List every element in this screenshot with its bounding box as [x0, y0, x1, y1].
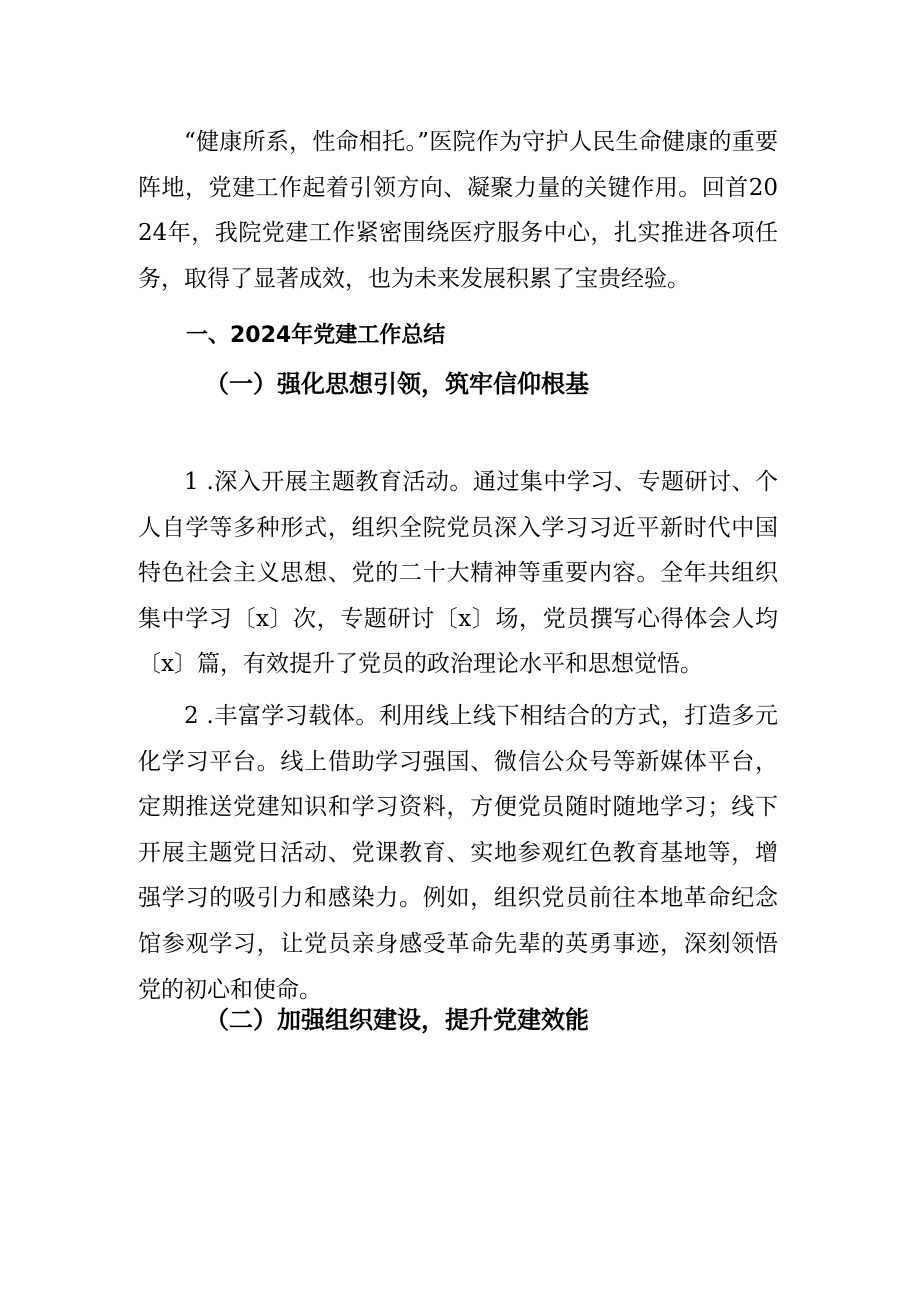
subsection-title-2: （二）加强组织建设，提升党建效能	[205, 1005, 589, 1034]
subsection-title-1: （一）强化思想引领，筑牢信仰根基	[205, 369, 589, 398]
list-item-2: 2 .丰富学习载体。利用线上线下相结合的方式，打造多元化学习平台。线上借助学习强国、微信公众号等新媒体平台，定期推送党建知识和学习资料，方便党员随时随地学习；线下开展主题党日活动、党课教育、实地参观红色教育基地等，增强学习的吸引力和感染力。例如，组织党员前往本地革命纪念馆参观学习，让党员亲身感受革命先辈的英勇事迹，深刻领悟党的初心和使命。	[138, 703, 778, 1003]
intro-paragraph: “健康所系，性命相托。”医院作为守护人民生命健康的重要阵地，党建工作起着引领方向、凝聚力量的关键作用。回首2024年，我院党建工作紧密围绕医疗服务中心，扎实推进各项任务，取得了显著成效，也为未来发展积累了宝贵经验。	[138, 129, 778, 292]
section-title: 一、2024年党建工作总结	[186, 323, 446, 348]
list-item-1: 1 .深入开展主题教育活动。通过集中学习、专题研讨、个人自学等多种形式，组织全院党员深入学习习近平新时代中国特色社会主义思想、党的二十大精神等重要内容。全年共组织集中学习〔x〕次，专题研讨〔x〕场，党员撰写心得体会人均〔x〕篇，有效提升了党员的政治理论水平和思想觉悟。	[138, 469, 778, 678]
